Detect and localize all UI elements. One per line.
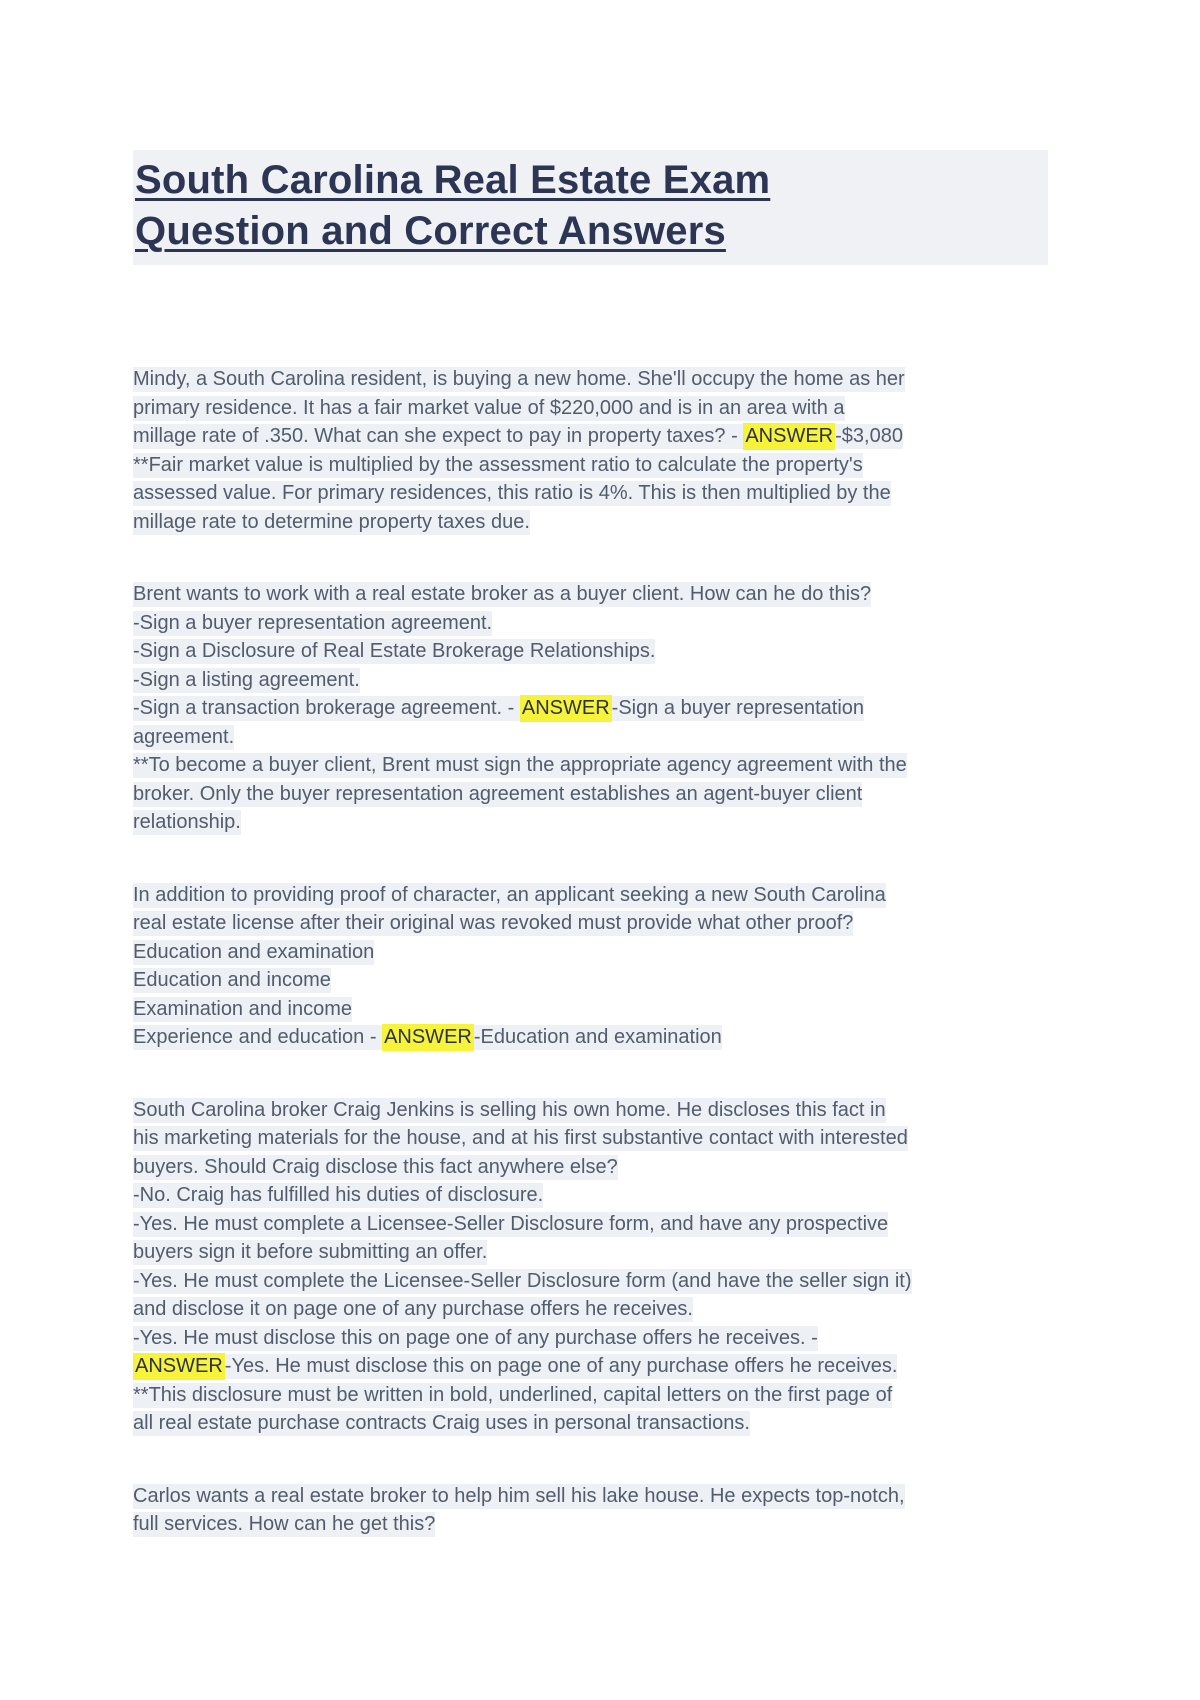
- text-line: [133, 1210, 1067, 1239]
- text-segment: -Education and examination: [473, 1026, 722, 1048]
- text-segment: Carlos wants a real estate broker to help him sell his lake house. He expects top-notch,: [133, 1484, 905, 1507]
- text-line: [133, 508, 1067, 537]
- text-segment: -No. Craig has fulfilled his duties of disclosure.: [133, 1184, 544, 1206]
- text-segment: agreement.: [133, 725, 235, 748]
- answer-highlight: ANSWER: [520, 695, 612, 722]
- text-segment: millage rate of .350. What can she expect to pay in property taxes? -: [133, 425, 744, 447]
- text-line: [133, 580, 1067, 609]
- text-segment: Education and examination: [133, 940, 375, 963]
- answer-highlight: ANSWER: [743, 423, 835, 450]
- text-line: [133, 995, 1067, 1024]
- text-line: [133, 1096, 1067, 1125]
- text-segment: Examination and income: [133, 997, 353, 1020]
- text-line: [133, 1409, 1067, 1438]
- text-segment: millage rate to determine property taxes due.: [133, 510, 530, 533]
- document-body: [133, 365, 1067, 1539]
- text-segment: -$3,080: [835, 425, 903, 447]
- text-line: [133, 694, 1067, 723]
- text-line: [133, 1023, 1067, 1052]
- text-segment: all real estate purchase contracts Craig uses in personal transactions.: [133, 1412, 750, 1434]
- paragraph: [133, 580, 1067, 837]
- text-line: [133, 637, 1067, 666]
- text-line: [133, 1510, 1067, 1539]
- text-segment: **Fair market value is multiplied by the assessment ratio to calculate the property's: [133, 453, 863, 476]
- text-line: [133, 394, 1067, 423]
- text-line: [133, 1124, 1067, 1153]
- text-line: [133, 881, 1067, 910]
- text-line: [133, 609, 1067, 638]
- text-segment: **To become a buyer client, Brent must sign the appropriate agency agreement with the: [133, 754, 907, 776]
- text-line: [133, 1352, 1067, 1381]
- text-line: [133, 479, 1067, 508]
- text-segment: broker. Only the buyer representation agreement establishes an agent-buyer client: [133, 782, 863, 805]
- text-line: [133, 1381, 1067, 1410]
- text-line: [133, 451, 1067, 480]
- paragraph: [133, 881, 1067, 1052]
- text-segment: buyers sign it before submitting an offer.: [133, 1241, 488, 1263]
- text-segment: -Sign a transaction brokerage agreement. -: [133, 697, 520, 719]
- text-line: [133, 808, 1067, 837]
- text-segment: -Yes. He must complete the Licensee-Seller Disclosure form (and have the seller sign it): [133, 1269, 912, 1292]
- text-segment: South Carolina broker Craig Jenkins is selling his own home. He discloses this fact in: [133, 1098, 886, 1121]
- text-line: [133, 909, 1067, 938]
- text-segment: **This disclosure must be written in bold, underlined, capital letters on the first page of: [133, 1383, 893, 1406]
- answer-highlight: ANSWER: [382, 1024, 474, 1051]
- text-segment: Education and income: [133, 969, 331, 991]
- paragraph: [133, 1096, 1067, 1438]
- text-segment: full services. How can he get this?: [133, 1513, 436, 1535]
- text-segment: -Sign a Disclosure of Real Estate Brokerage Relationships.: [133, 640, 656, 662]
- text-segment: -Sign a listing agreement.: [133, 668, 360, 691]
- title-block: [133, 150, 1048, 265]
- text-segment: buyers. Should Craig disclose this fact anywhere else?: [133, 1155, 618, 1178]
- paragraph: [133, 365, 1067, 536]
- text-segment: his marketing materials for the house, and at his first substantive contact with interested: [133, 1127, 908, 1149]
- text-line: [133, 966, 1067, 995]
- text-segment: -Yes. He must disclose this on page one of any purchase offers he receives.: [224, 1355, 898, 1377]
- text-segment: Experience and education -: [133, 1026, 383, 1048]
- text-segment: relationship.: [133, 811, 241, 833]
- text-line: [133, 422, 1067, 451]
- text-segment: -Yes. He must complete a Licensee-Seller Disclosure form, and have any prospective: [133, 1212, 889, 1235]
- text-line: [133, 751, 1067, 780]
- text-line: [133, 1482, 1067, 1511]
- text-line: [133, 1181, 1067, 1210]
- page-title-line-2: Question and Correct Answers: [135, 209, 726, 253]
- text-line: [133, 1153, 1067, 1182]
- text-line: [133, 1324, 1067, 1353]
- text-segment: primary residence. It has a fair market value of $220,000 and is in an area with a: [133, 396, 845, 419]
- text-segment: In addition to providing proof of character, an applicant seeking a new South Carolina: [133, 883, 886, 906]
- text-line: [133, 938, 1067, 967]
- text-line: [133, 365, 1067, 394]
- text-segment: -Yes. He must disclose this on page one of any purchase offers he receives. -: [133, 1326, 818, 1349]
- text-segment: Brent wants to work with a real estate broker as a buyer client. How can he do this?: [133, 583, 872, 605]
- text-line: [133, 780, 1067, 809]
- paragraph: [133, 1482, 1067, 1539]
- text-segment: -Sign a buyer representation agreement.: [133, 611, 493, 634]
- text-line: [133, 1267, 1067, 1296]
- text-segment: -Sign a buyer representation: [611, 697, 865, 719]
- text-line: [133, 723, 1067, 752]
- text-line: [133, 1238, 1067, 1267]
- text-line: [133, 666, 1067, 695]
- document-page: [133, 150, 1067, 1583]
- text-line: [133, 1295, 1067, 1324]
- page-title-line-1: South Carolina Real Estate Exam: [135, 158, 771, 202]
- text-segment: and disclose it on page one of any purchase offers he receives.: [133, 1298, 693, 1320]
- text-segment: real estate license after their original was revoked must provide what other proof?: [133, 912, 854, 934]
- text-segment: Mindy, a South Carolina resident, is buying a new home. She'll occupy the home as her: [133, 368, 905, 390]
- text-segment: assessed value. For primary residences, this ratio is 4%. This is then multiplied by the: [133, 482, 891, 504]
- answer-highlight: ANSWER: [133, 1353, 225, 1380]
